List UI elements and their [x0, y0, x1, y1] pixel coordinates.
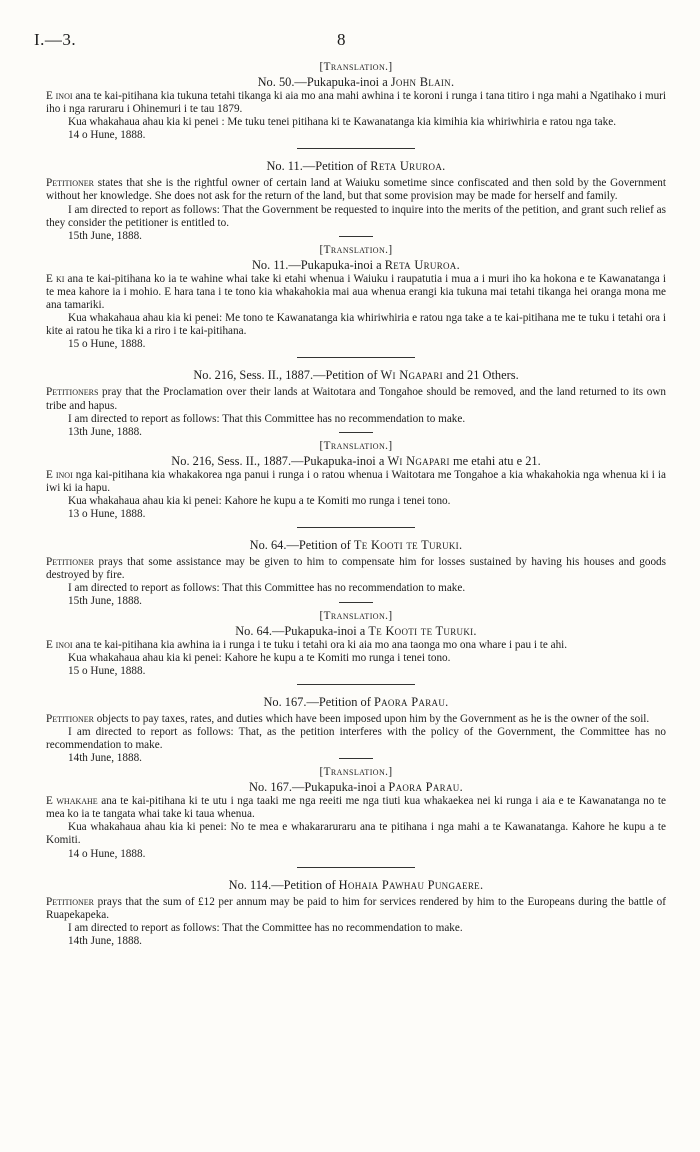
- translation-label: [Translation.]: [319, 439, 393, 452]
- title-suffix: and 21 Others.: [442, 368, 519, 383]
- petition-title: [46, 367, 666, 383]
- petition-paragraph: [46, 713, 666, 726]
- petition-date: 14th June, 1888.: [68, 752, 142, 765]
- petition-paragraph: [46, 386, 666, 412]
- paragraph-text: Kua whakahaua ahau kia ki penei : Me tuku tenei pitihana ki te Kawanatanga kia kimihia kia whiriwhiria e ratou nga take.: [68, 116, 616, 129]
- paragraph-text: ana te kai-pitihana ki te utu i nga taaki me nga reeiti me nga tiuti kua whakaekea nei ki runga i aia e te Kawanatanga no te mea ko ia te tangata whai take ki taua whenua.: [46, 795, 666, 821]
- page-number: 8: [337, 30, 346, 49]
- petition-title: [46, 158, 666, 174]
- petition-paragraph: [46, 177, 666, 203]
- title-prefix: No. 216, Sess. II., 1887.—Petition of: [193, 368, 381, 383]
- petition-title-translation: [46, 453, 666, 469]
- paragraph-lead: Petitioner: [46, 556, 94, 569]
- petition-title-translation: [46, 257, 666, 273]
- petition-section-64: [46, 537, 666, 685]
- translation-divider: [339, 758, 373, 759]
- section-divider: [297, 527, 415, 528]
- paragraph-text: Kua whakahaua ahau kia ki penei: Me tono te Kawanatanga kia whiriwhiria e ratou nga take a te kai-pitihana me te tuku i tetahi ora i kite ai ratou he tika ki a riro i te kai-pitihana.: [46, 312, 666, 338]
- petition-date: 13th June, 1888.: [68, 425, 142, 438]
- translation-date: 15 o Hune, 1888.: [68, 664, 146, 677]
- petition-title: [46, 694, 666, 710]
- petition-section-11: [46, 158, 666, 358]
- paragraph-lead: E ki: [46, 272, 65, 285]
- petition-title: [46, 74, 666, 90]
- title-prefix: No. 167.—Petition of: [263, 694, 374, 709]
- paragraph-text: prays that the sum of £12 per annum may be paid to him for services rendered by him to the Europeans during the battle of Ruapekapeka.: [46, 895, 666, 921]
- translation-paragraph: [46, 469, 666, 495]
- petition-date: 15th June, 1888.: [68, 595, 142, 608]
- paragraph-text: Kua whakahaua ahau kia ki penei: Kahore he kupu a te Komiti mo runga i tenei tono.: [68, 494, 451, 507]
- report-paragraph: [46, 582, 666, 595]
- report-paragraph: [46, 922, 666, 935]
- translation-paragraph: [46, 639, 666, 652]
- paragraph-text: I am directed to report as follows: That this Committee has no recommendation to make.: [68, 412, 466, 425]
- paragraph-text: Kua whakahaua ahau kia ki penei: Kahore he kupu a te Komiti mo runga i tenei tono.: [68, 651, 451, 664]
- translation-paragraph: [46, 273, 666, 312]
- petition-paragraph: [46, 90, 666, 116]
- report-paragraph: [46, 413, 666, 426]
- paragraph-text: I am directed to report as follows: That the Government be requested to inquire into the merits of the petition, and grant such relief as they consider the petitioner is entitled to.: [46, 203, 666, 229]
- petition-title: [46, 537, 666, 553]
- paragraph-text: I am directed to report as follows: That, as the petition interferes with the policy of the Government, the Committee has no recommendation to make.: [46, 725, 666, 751]
- section-divider: [297, 684, 415, 685]
- report-paragraph: [46, 204, 666, 230]
- document-reference: I.—3.: [34, 30, 77, 49]
- petition-section-167: [46, 694, 666, 868]
- translation-report-paragraph: [46, 312, 666, 338]
- petitioner-name: Paora Parau.: [373, 694, 449, 709]
- paragraph-text: pray that the Proclamation over their lands at Waitotara and Tongahoe should be removed, and the land returned to its own tribe and hapus.: [46, 386, 666, 412]
- section-divider: [297, 867, 415, 868]
- paragraph-lead: E whakahe: [46, 795, 98, 808]
- section-divider: [297, 357, 415, 358]
- petitioner-name: Hohaia Pawhau Pungaere.: [338, 877, 484, 892]
- petition-paragraph: [46, 556, 666, 582]
- title-suffix: me etahi atu e 21.: [449, 453, 541, 468]
- petitioner-name: Wi Ngapari: [380, 368, 443, 383]
- petition-section-114: [46, 877, 666, 948]
- translation-date: 13 o Hune, 1888.: [68, 508, 146, 521]
- translation-paragraph: [46, 795, 666, 821]
- title-prefix: No. 64.—Pukapuka-inoi a: [235, 623, 369, 638]
- paragraph-text: ana te kai-pitihana kia tukuna tetahi tikanga ki aia mo ana mahi awhina i te koroni i runga i tana titiro i nga mahi a Ngatihako i muri iho i nga raruraru i Ohinemuri i te tau 1879.: [46, 90, 667, 116]
- title-prefix: No. 11.—Pukapuka-inoi a: [251, 257, 385, 272]
- paragraph-text: I am directed to report as follows: That the Committee has no recommendation to make.: [68, 921, 463, 934]
- title-prefix: No. 167.—Pukapuka-inoi a: [249, 780, 389, 795]
- petitioner-name: Reta Ururoa.: [384, 257, 461, 272]
- paragraph-text: states that she is the rightful owner of certain land at Waiuku sometime since confiscated and then sold by the Government without her knowledge. She does not ask for the return of the land, but that some provision may be made for herself and family.: [46, 177, 666, 203]
- petition-title: [46, 877, 666, 893]
- paragraph-text: prays that some assistance may be given to him to compensate him for losses sustained by having his houses and goods destroyed by fire.: [46, 556, 666, 582]
- translation-date: 15 o Hune, 1888.: [68, 338, 146, 351]
- petitioner-name: Te Kooti te Turuki.: [353, 538, 463, 553]
- title-prefix: No. 50.—Pukapuka-inoi a: [257, 75, 391, 89]
- title-prefix: No. 11.—Petition of: [266, 159, 371, 174]
- translation-divider: [339, 236, 373, 237]
- petitioner-name: Reta Ururoa.: [370, 159, 446, 174]
- translation-report-paragraph: [46, 495, 666, 508]
- paragraph-lead: Petitioner: [46, 177, 94, 190]
- translation-report-paragraph: [46, 652, 666, 665]
- petition-date: 14th June, 1888.: [68, 934, 142, 947]
- translation-label: [Translation.]: [319, 243, 393, 256]
- paragraph-text: I am directed to report as follows: That this Committee has no recommendation to make.: [68, 582, 466, 595]
- paragraph-text: ana te kai-pitihana kia awhina ia i runga i te tuku i tetahi ora ki aia mo ana taonga mo ona whare i pau i te ahi.: [72, 638, 568, 651]
- paragraph-text: Kua whakahaua ahau kia ki penei: No te mea e whakararuraru ana te pitihana i nga mahi a te Kawanatanga. Kahore he kupu a te Komiti.: [46, 821, 666, 847]
- paragraph-lead: Petitioners: [46, 386, 99, 399]
- translation-divider: [339, 602, 373, 603]
- translation-label: [Translation.]: [319, 609, 393, 622]
- petitioner-name: Wi Ngapari: [387, 453, 450, 468]
- title-prefix: No. 64.—Petition of: [249, 538, 354, 553]
- paragraph-lead: E inoi: [46, 638, 73, 651]
- petition-section-50: [46, 60, 666, 149]
- petitioner-name: John Blain.: [390, 75, 455, 89]
- petition-paragraph: [46, 896, 666, 922]
- paragraph-text: objects to pay taxes, rates, and duties which have been imposed upon him by the Government as he is the owner of the soil.: [94, 712, 650, 725]
- petitioner-name: Paora Parau.: [388, 780, 463, 795]
- petition-title-translation: [46, 623, 666, 639]
- translation-date: 14 o Hune, 1888.: [68, 847, 146, 860]
- report-paragraph: [46, 726, 666, 752]
- paragraph-lead: E inoi: [46, 468, 73, 481]
- paragraph-lead: E inoi: [46, 90, 73, 102]
- petition-section-216: [46, 367, 666, 528]
- petition-title-translation: [46, 779, 666, 795]
- petition-date: 14 o Hune, 1888.: [68, 129, 146, 142]
- page-body: [46, 60, 666, 948]
- petitioner-name: Te Kooti te Turuki.: [368, 623, 477, 638]
- section-divider: [297, 148, 415, 149]
- title-prefix: No. 114.—Petition of: [228, 877, 339, 892]
- translation-label: [Translation.]: [319, 766, 393, 779]
- paragraph-text: nga kai-pitihana kia whakakorea nga panui i runga i o ratou whenua i Waitotara me Tongahoe a kia whakahokia nga whenua ki i ia iwi ki ia hapu.: [46, 468, 667, 494]
- translation-label: [Translation.]: [319, 61, 393, 73]
- title-prefix: No. 216, Sess. II., 1887.—Pukapuka-inoi a: [171, 453, 388, 468]
- paragraph-lead: Petitioner: [46, 712, 94, 725]
- paragraph-text: ana te kai-pitihana ko ia te wahine whai take ki etahi whenua i Waiuku i raupatutia i mua a i muri iho ka hokona e te Kawanatanga i te mea kahore ia i mohio. E hara tana i te tono kia whakahokia mai aua whenua erangi kia tukuna mai tetahi tikanga hei oranga mona me ana tamariki.: [46, 272, 666, 312]
- translation-report-paragraph: [46, 821, 666, 847]
- paragraph-lead: Petitioner: [46, 895, 94, 908]
- petition-date: 15th June, 1888.: [68, 229, 142, 242]
- report-paragraph: [46, 116, 666, 129]
- translation-divider: [339, 432, 373, 433]
